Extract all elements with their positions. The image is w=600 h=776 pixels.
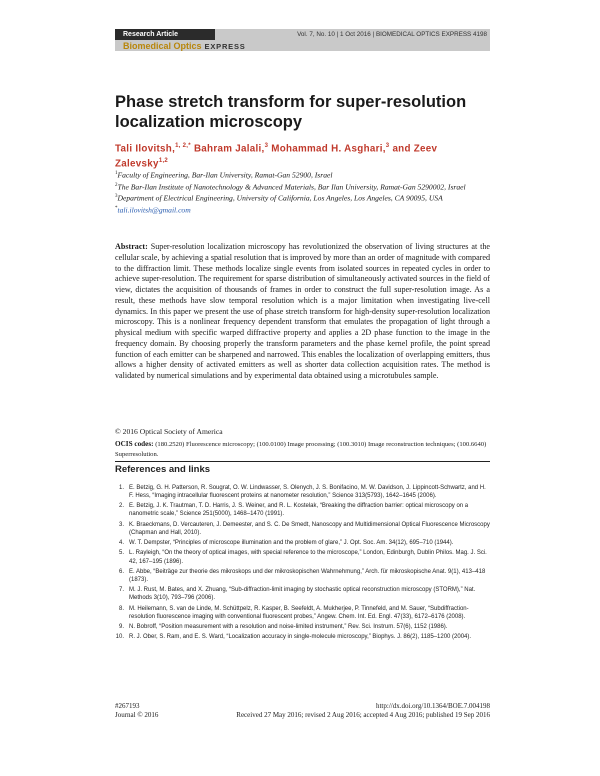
reference-text: R. J. Ober, S. Ram, and E. S. Ward, “Localization accuracy in single-molecule microscopy,” Biophys. J. 86(2), 1185–1200 (2004). [129, 634, 472, 641]
affiliation-text: The Bar-Ilan Institute of Nanotechnology & Advanced Materials, Bar Ilan University, Ramat-Gan 5290002, Israel [117, 182, 466, 192]
reference-number: 6. [118, 568, 124, 575]
references-heading: References and links [115, 464, 211, 475]
reference-number: 9. [118, 623, 124, 630]
reference-number: 1. [118, 485, 124, 491]
manuscript-id: #267193 [115, 702, 140, 710]
reference-number: 8. [118, 605, 124, 612]
reference-text: N. Bobroff, “Position measurement with a resolution and noise-limited instrument,” Rev. Sci. Instrum. 57(6), 1152 (1986). [129, 623, 448, 630]
reference-number: 5. [118, 550, 124, 557]
reference-text: E. Abbe, “Beiträge zur theorie des mikroskops und der mikroskopischen Wahrnehmung,” Arch. für mikroskopische Anat. 9(1), 413–418 (1873). [129, 568, 486, 583]
author-affil-sup: 1, 2,* [175, 143, 191, 149]
author-name: Tali Ilovitsh, [115, 143, 176, 155]
author-affil-sup: 1,2 [158, 158, 169, 165]
reference-number: 4. [118, 540, 124, 547]
reference-item [115, 605, 490, 621]
references-divider [115, 461, 490, 462]
affiliation-sup: 1 [115, 171, 118, 176]
ocis-label: OCIS codes: [115, 440, 154, 448]
reference-text: M. J. Rust, M. Bates, and X. Zhuang, “Sub-diffraction-limit imaging by stochastic optical reconstruction microscopy (STORM),” Nat. Methods 3(10), 793–796 (2006). [129, 587, 476, 602]
affiliation-sup: 2 [115, 182, 118, 188]
reference-text: K. Braeckmans, D. Vercauteren, J. Demeester, and S. C. De Smedt, Nanoscopy and Multidimensional Optical Fluorescence Microscopy (Chapman and Hall, 2010). [129, 521, 490, 536]
reference-item [115, 484, 490, 500]
abstract-label: Abstract: [115, 242, 148, 251]
reference-item [115, 568, 490, 584]
author-affil-sup: 3 [264, 143, 269, 149]
reference-text: E. Betzig, J. K. Trautman, T. D. Harris, J. S. Weiner, and R. L. Kostelak, “Breaking the diffraction barrier: optical microscopy on a nanometric scale,” Science 251(5000), 1468–1470 (1991). [129, 503, 469, 518]
journal-logo [115, 40, 246, 52]
reference-text: E. Betzig, G. H. Patterson, R. Sougrat, O. W. Lindwasser, S. Olenych, J. S. Bonifacino, M. W. Davidson, J. Lippincott-Schwartz, and H. F. Hess, “Imaging intracellular fluorescent proteins at nanometer resolution,” Science 313(5793), 1642–1645 (2006). [129, 485, 486, 500]
affiliation-list [115, 169, 490, 215]
journal-suffix: EXPRESS [204, 42, 246, 51]
email-link[interactable]: tali.ilovitsh@gmail.com [117, 205, 191, 215]
doi-link[interactable]: http://dx.doi.org/10.1364/BOE.7.004198 [375, 702, 490, 710]
reference-text: W. T. Dempster, “Principles of microscope illumination and the problem of glare,” J. Opt. Soc. Am. 34(12), 695–710 (1944). [129, 540, 454, 547]
affiliation [115, 181, 490, 193]
abstract [115, 242, 490, 382]
reference-item [115, 502, 490, 518]
reference-item [115, 539, 490, 547]
references-list [115, 484, 490, 643]
ocis-codes [115, 440, 490, 459]
reference-text: M. Heilemann, S. van de Linde, M. Schüttpelz, R. Kasper, B. Seefeldt, A. Mukherjee, P. Tinnefeld, and M. Sauer, “Subdiffraction-resolution fluorescence imaging with conventional fluorescent probes,” Angew. Chem. Int. Ed. Engl. 47(33), 6172–6176 (2008). [129, 605, 469, 620]
reference-item [115, 549, 490, 565]
author-list [115, 140, 490, 171]
reference-number: 3. [118, 521, 124, 528]
corresponding-email [115, 204, 490, 216]
footer-left [115, 702, 158, 720]
article-type-label: Research Article [115, 29, 215, 40]
reference-number: 7. [118, 587, 124, 594]
author-name: Mohammad H. Asghari, [271, 143, 386, 155]
author-affil-sup: 3 [385, 143, 390, 149]
author-name: and Zeev Zalevsky [115, 143, 438, 170]
reference-item [115, 633, 490, 641]
journal-citation: Vol. 7, No. 10 | 1 Oct 2016 | BIOMEDICAL OPTICS EXPRESS 4198 [297, 31, 487, 38]
affiliation [115, 192, 490, 204]
author-name: Bahram Jalali, [193, 143, 265, 155]
reference-number: 10. [115, 634, 124, 641]
affiliation-text: Faculty of Engineering, Bar-Ilan University, Ramat-Gan 52900, Israel [117, 170, 333, 180]
affiliation-sup: * [115, 205, 118, 211]
footer-right [200, 702, 490, 720]
paper-title: Phase stretch transform for super-resolution localization microscopy [115, 93, 467, 131]
affiliation-sup: 3 [115, 194, 118, 200]
reference-text: L. Rayleigh, “On the theory of optical images, with special reference to the microscope,” London, Edinburgh, Dublin Philos. Mag. J. Sci. 42, 167–195 (1896). [129, 550, 487, 565]
affiliation [115, 169, 490, 181]
reference-item [115, 623, 490, 631]
reference-item [115, 586, 490, 602]
affiliation-text: Department of Electrical Engineering, University of California, Los Angeles, Los Angeles, CA 90095, USA [117, 193, 443, 203]
abstract-text: Super-resolution localization microscopy has revolutionized the observation of living structures at the cellular scale, by achieving a spatial resolution that is improved by more than an order of magnitude with compared to the diffraction limit. These methods localize single events from isolated sources in repeated cycles in order to achieve super-resolution. The requirement for sparse distribution of simultaneously activated sources in the field of view, dictates the acquisition of thousands of frames in order to construct the full super-resolution image. As a result, these methods have slow temporal resolution which is a major limitation when investigating live-cell dynamics. In this paper we present the use of phase stretch transform for high-density super-resolution localization microscopy. This is a nonlinear frequency dependent transform that emulates the propagation of light through a physical medium with specific warped diffractive property and applies a 2D phase function to the image in the frequency domain. By choosing properly the transform parameters and the phase kernel profile, the point spread function of each emitter can be sharpened and narrowed. This enables the localization of overlapping emitters, thus allows a higher density of activated emitters as well as shorter data collection acquisition rates. The method is validated by numerical simulations and by experimental data obtained using a microtubules sample. [115, 242, 490, 380]
journal-copyright: Journal © 2016 [115, 711, 159, 719]
copyright-notice: © 2016 Optical Society of America [115, 427, 223, 436]
reference-number: 2. [118, 503, 124, 510]
ocis-text: (180.2520) Fluorescence microscopy; (100.0100) Image processing; (100.3010) Image reconstruction techniques; (100.6640) Superresolution. [115, 441, 487, 458]
publication-dates: Received 27 May 2016; revised 2 Aug 2016; accepted 4 Aug 2016; published 19 Sep 2016 [236, 711, 490, 719]
journal-name: Biomedical Optics [123, 41, 202, 51]
reference-item [115, 521, 490, 537]
